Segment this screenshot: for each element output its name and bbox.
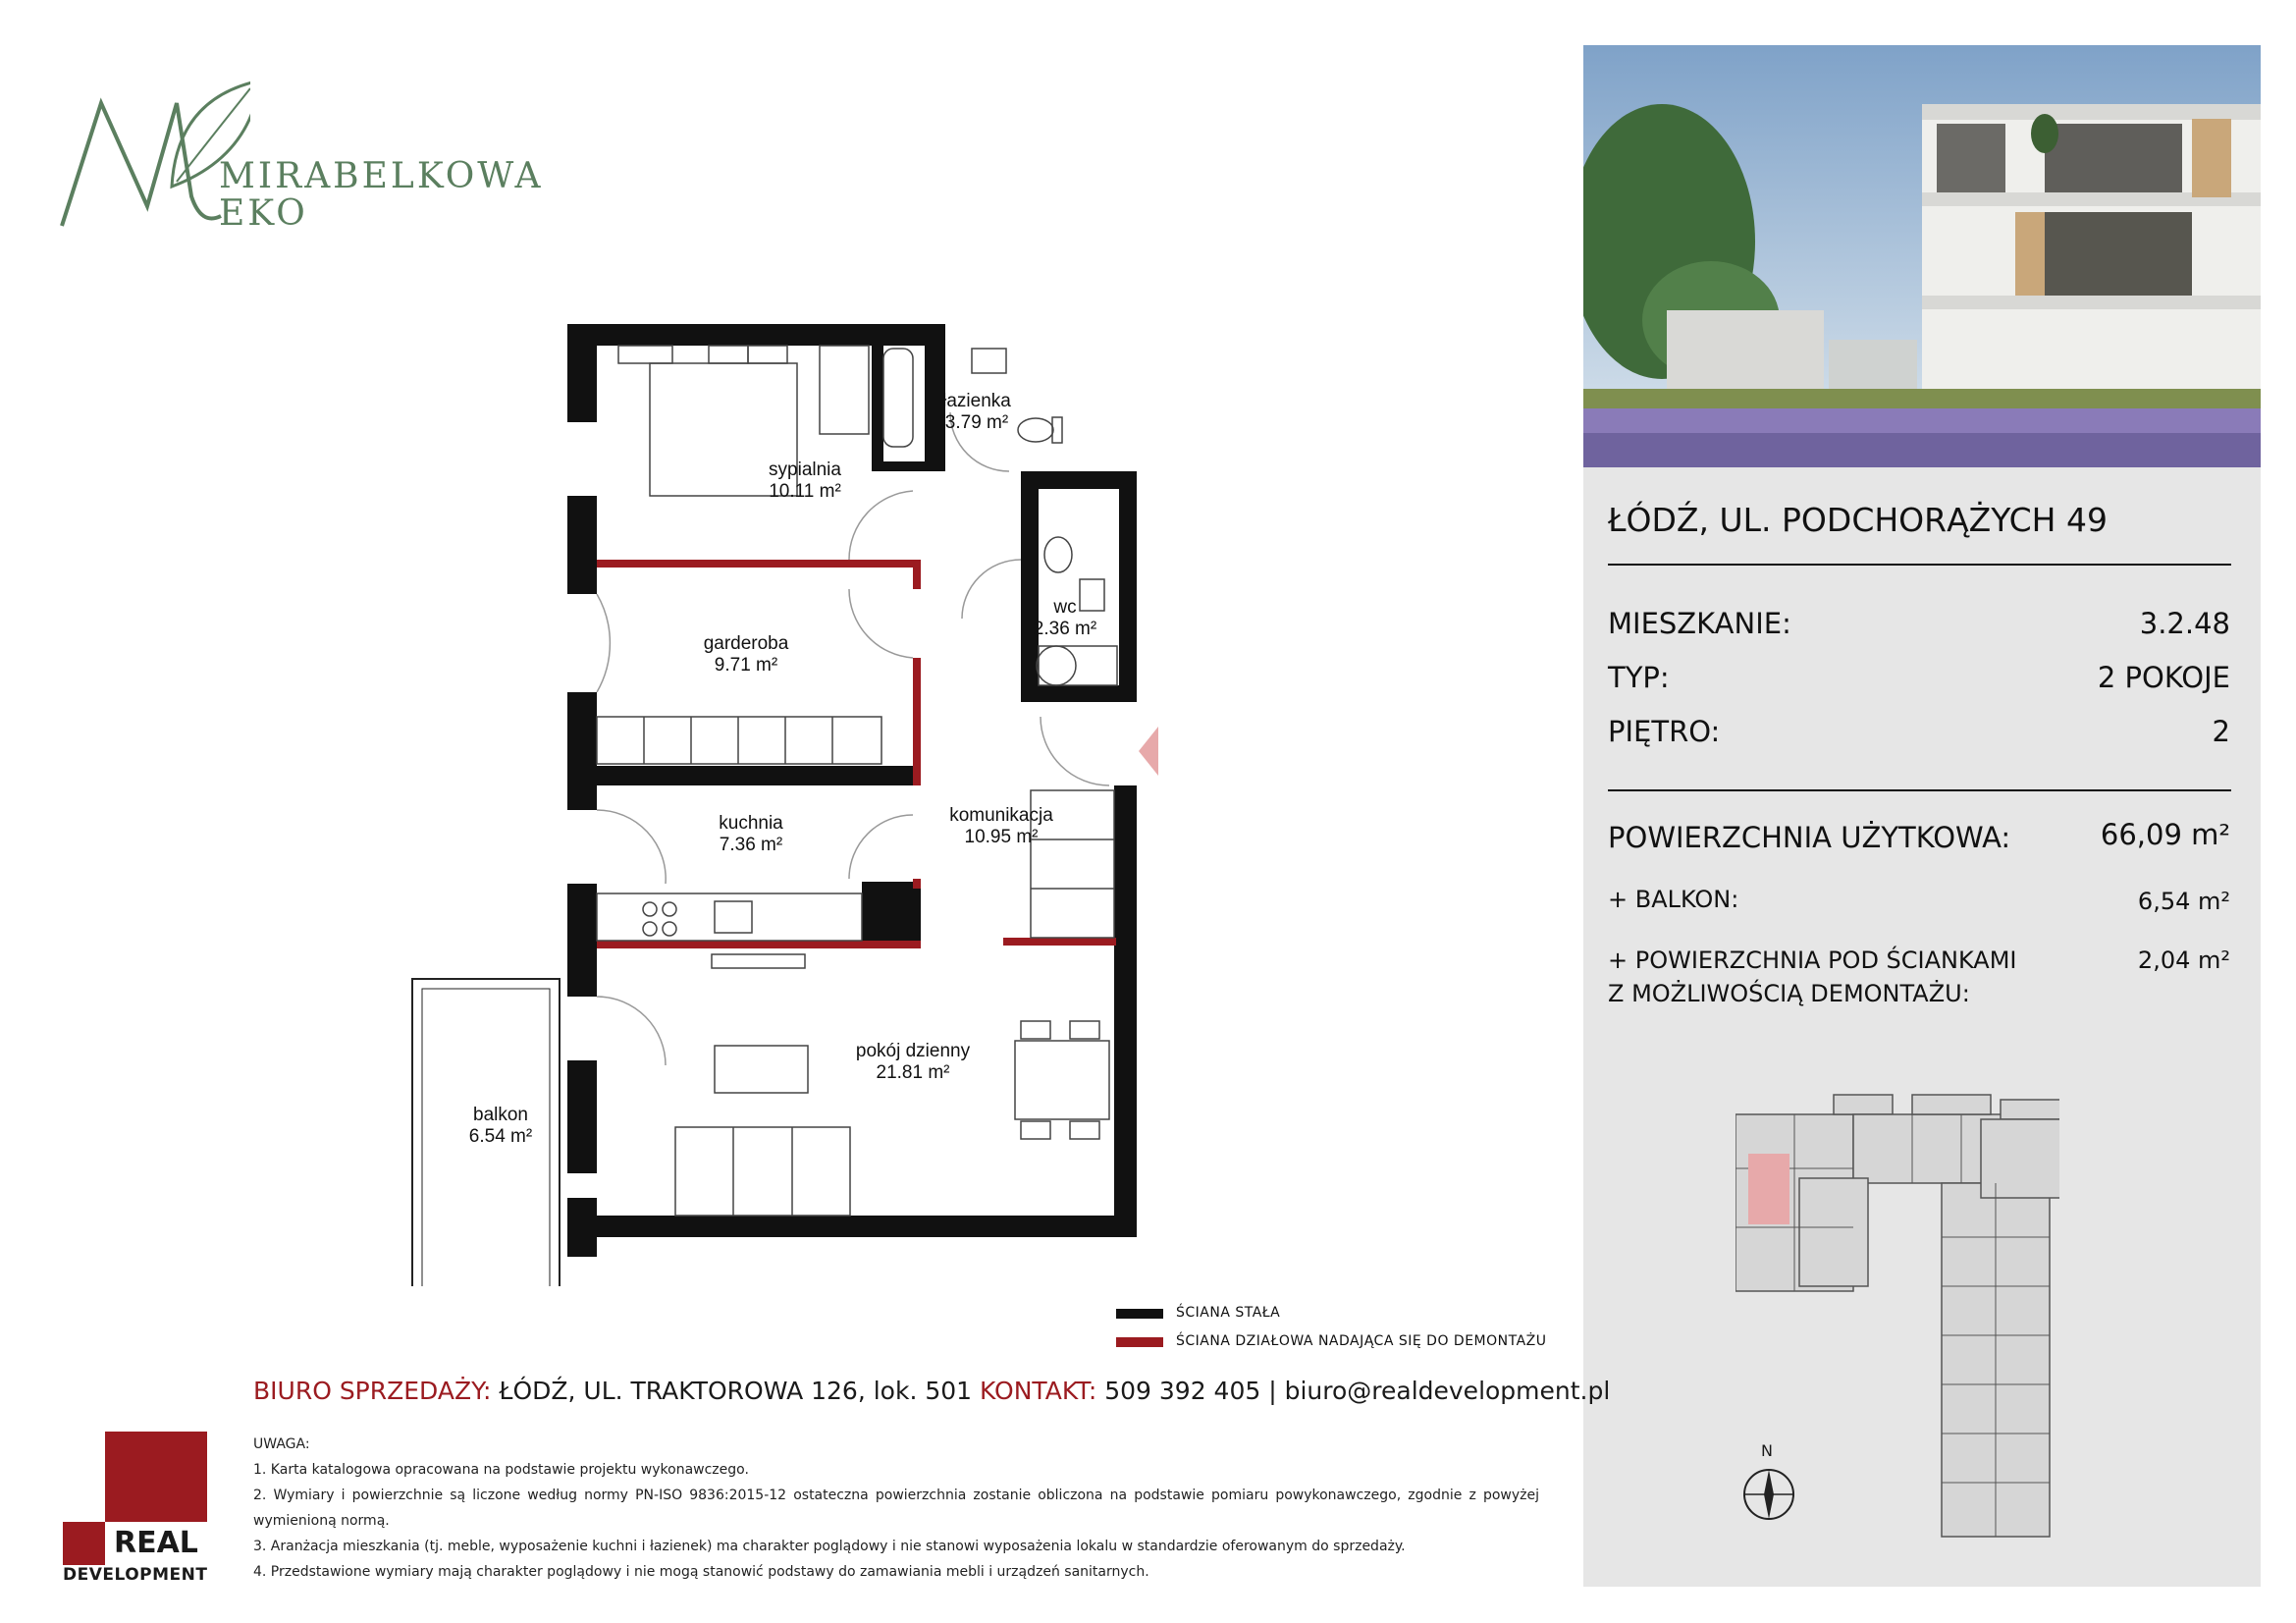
room-pokoj-dzienny: pokój dzienny 21.81 m²: [855, 1041, 971, 1083]
note-3: 3. Aranżacja mieszkania (tj. meble, wyposażenie kuchni i łazienek) ma charakter poglądowy i nie stanowi wyposażenia lokalu w standardzie oferowanym do sprzedaży.: [253, 1539, 1406, 1554]
apartment-highlight: [1748, 1154, 1789, 1224]
legend-swatch-removable: [1116, 1337, 1163, 1347]
demolish-value: 2,04 m²: [2137, 947, 2230, 974]
notes-title: UWAGA:: [253, 1436, 310, 1452]
balcony-label: + BALKON:: [1608, 886, 1739, 913]
kitchen-counter: [597, 893, 862, 941]
logo-line-1: MIRABELKOWA: [219, 156, 544, 196]
room-komunikacja: komunikacja 10.95 m²: [949, 805, 1053, 847]
apartment-label: MIESZKANIE:: [1608, 607, 1791, 640]
contact-label: KONTAKT:: [980, 1377, 1097, 1405]
usable-area-value: 66,09 m²: [2100, 818, 2230, 851]
dining-table: [1015, 1041, 1109, 1119]
real-development-logo: [63, 1432, 210, 1589]
floor-value: 2: [2212, 715, 2230, 748]
note-4: 4. Przedstawione wymiary mają charakter poglądowy i nie mogą stanowić podstawy do zamawiania mebli i urządzeń sanitarnych.: [253, 1564, 1149, 1580]
mirabelkowa-logo: [54, 69, 544, 245]
floor-label: PIĘTRO:: [1608, 715, 1721, 748]
note-2: 2. Wymiary i powierzchnie są liczone według normy PN-ISO 9836:2015-12 ostateczna powierzchnia zostanie obliczona na podstawie pomiaru powykonawczego, zgodnie z powyżej wymienioną normą.: [253, 1488, 1539, 1529]
divider-middle: [1608, 789, 2231, 791]
divider-top: [1608, 564, 2231, 566]
type-label: TYP:: [1608, 661, 1670, 694]
sales-office-line: [253, 1377, 1610, 1405]
apartment-value: 3.2.48: [2139, 607, 2230, 640]
room-balkon: balkon 6.54 m²: [468, 1105, 533, 1147]
note-1: 1. Karta katalogowa opracowana na podstawie projektu wykonawczego.: [253, 1462, 749, 1478]
brand-line-2: DEVELOPMENT: [63, 1565, 208, 1585]
sofa: [675, 1127, 850, 1216]
entrance-arrow: [1139, 727, 1158, 776]
sales-label: BIURO SPRZEDAŻY:: [253, 1377, 492, 1405]
room-lazienka: łazienka 3.79 m²: [942, 391, 1011, 433]
coffee-table: [715, 1046, 808, 1093]
legend-label-removable: ŚCIANA DZIAŁOWA NADAJĄCA SIĘ DO DEMONTAŻU: [1176, 1333, 1547, 1349]
legend-swatch-solid: [1116, 1309, 1163, 1319]
floor-plan: [393, 314, 1178, 1286]
notes-block: [253, 1432, 1539, 1585]
type-value: 2 POKOJE: [2097, 661, 2230, 694]
sales-address: ŁÓDŹ, UL. TRAKTOROWA 126, lok. 501: [499, 1377, 973, 1405]
balcony-value: 6,54 m²: [2137, 888, 2230, 915]
property-address: ŁÓDŹ, UL. PODCHORĄŻYCH 49: [1608, 501, 2108, 539]
contact-value[interactable]: 509 392 405 | biuro@realdevelopment.pl: [1104, 1377, 1611, 1405]
room-wc: wc 2.36 m²: [1033, 597, 1097, 639]
legend-label-solid: ŚCIANA STAŁA: [1176, 1305, 1281, 1321]
room-sypialnia: sypialnia 10.11 m²: [769, 460, 841, 502]
demolish-label-line1: + POWIERZCHNIA POD ŚCIANKAMI: [1608, 947, 2017, 974]
logo-line-2: EKO: [219, 193, 308, 234]
room-garderoba: garderoba 9.71 m²: [703, 633, 789, 676]
demolish-label-line2: Z MOŻLIWOŚCIĄ DEMONTAŻU:: [1608, 980, 1970, 1007]
usable-area-label: POWIERZCHNIA UŻYTKOWA:: [1608, 821, 2011, 854]
bathtub: [883, 349, 913, 447]
compass-icon: [1739, 1441, 1798, 1520]
compass-north-label: N: [1761, 1441, 1773, 1460]
building-photo: [1583, 45, 2261, 467]
room-kuchnia: kuchnia 7.36 m²: [719, 813, 783, 855]
brand-line-1: REAL: [114, 1526, 198, 1560]
